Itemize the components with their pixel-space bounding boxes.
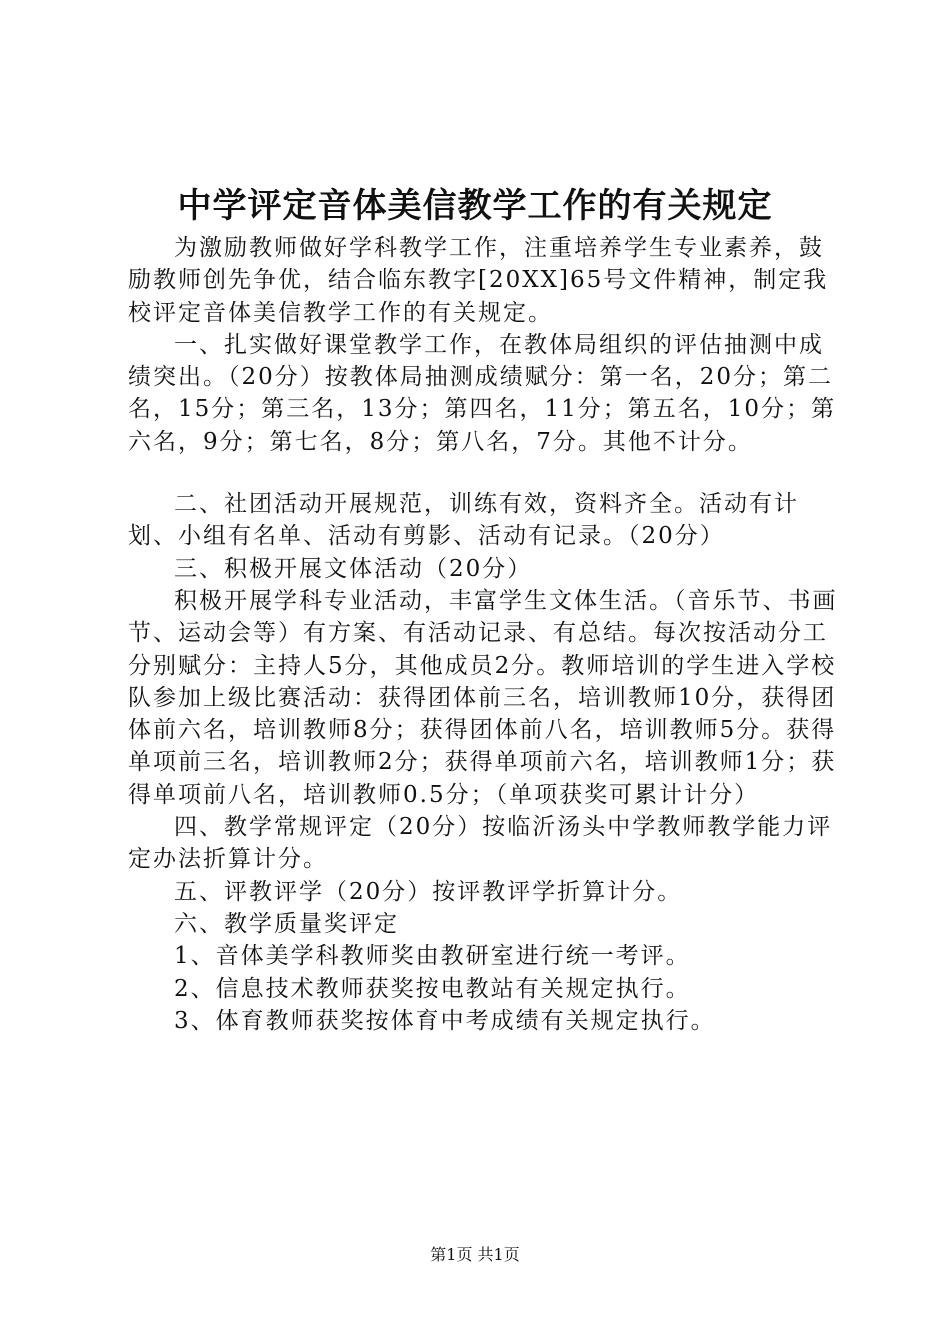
page-footer: 第1页 共1页 xyxy=(430,1245,520,1264)
paragraph-section-3-heading: 三、积极开展文体活动（20分） xyxy=(174,555,533,582)
paragraph-item-1: 1、音体美学科教师奖由教研室进行统一考评。 xyxy=(174,943,691,970)
paragraph-section-5: 五、评教评学（20分）按评教评学折算计分。 xyxy=(174,878,683,905)
paragraph-item-2: 2、信息技术教师获奖按电教站有关规定执行。 xyxy=(174,975,691,1002)
document-title: 中学评定音体美信教学工作的有关规定 xyxy=(177,186,773,226)
paragraph-section-6-heading: 六、教学质量奖评定 xyxy=(174,910,399,937)
paragraph-section-4: 四、教学常规评定（20分）按临沂汤头中学教师教学能力评定办法折算计分。 xyxy=(128,814,833,873)
paragraph-item-3: 3、体育教师获奖按体育中考成绩有关规定执行。 xyxy=(174,1007,716,1034)
paragraph-section-1: 一、扎实做好课堂教学工作，在教体局组织的评估抽测中成绩突出。（20分）按教体局抽测成绩赋分：第一名，20分；第二名，15分；第三名，13分；第四名，11分；第五名，10分；第六名，9分；第七名，8分；第八名，7分。其他不计分。 xyxy=(128,331,837,455)
document-body xyxy=(128,232,838,1037)
paragraph-section-3-body: 积极开展学科专业活动，丰富学生文体生活。（音乐节、书画节、运动会等）有方案、有活动记录、有总结。每次按活动分工分别赋分：主持人5分，其他成员2分。教师培训的学生进入学校队参加上级比赛活动：获得团体前三名，培训教师10分，获得团体前六名，培训教师8分；获得团体前八名，培训教师5分。获得单项前三名，培训教师2分；获得单项前六名，培训教师1分；获得单项前八名，培训教师0.5分；（单项获奖可累计计分） xyxy=(128,587,838,808)
paragraph-intro: 为激励教师做好学科教学工作，注重培养学生专业素养，鼓励教师创先争优，结合临东教字[20XX]65号文件精神，制定我校评定音体美信教学工作的有关规定。 xyxy=(128,235,829,326)
paragraph-section-2: 二、社团活动开展规范，训练有效，资料齐全。活动有计划、小组有名单、活动有剪影、活动有记录。（20分） xyxy=(128,491,799,550)
